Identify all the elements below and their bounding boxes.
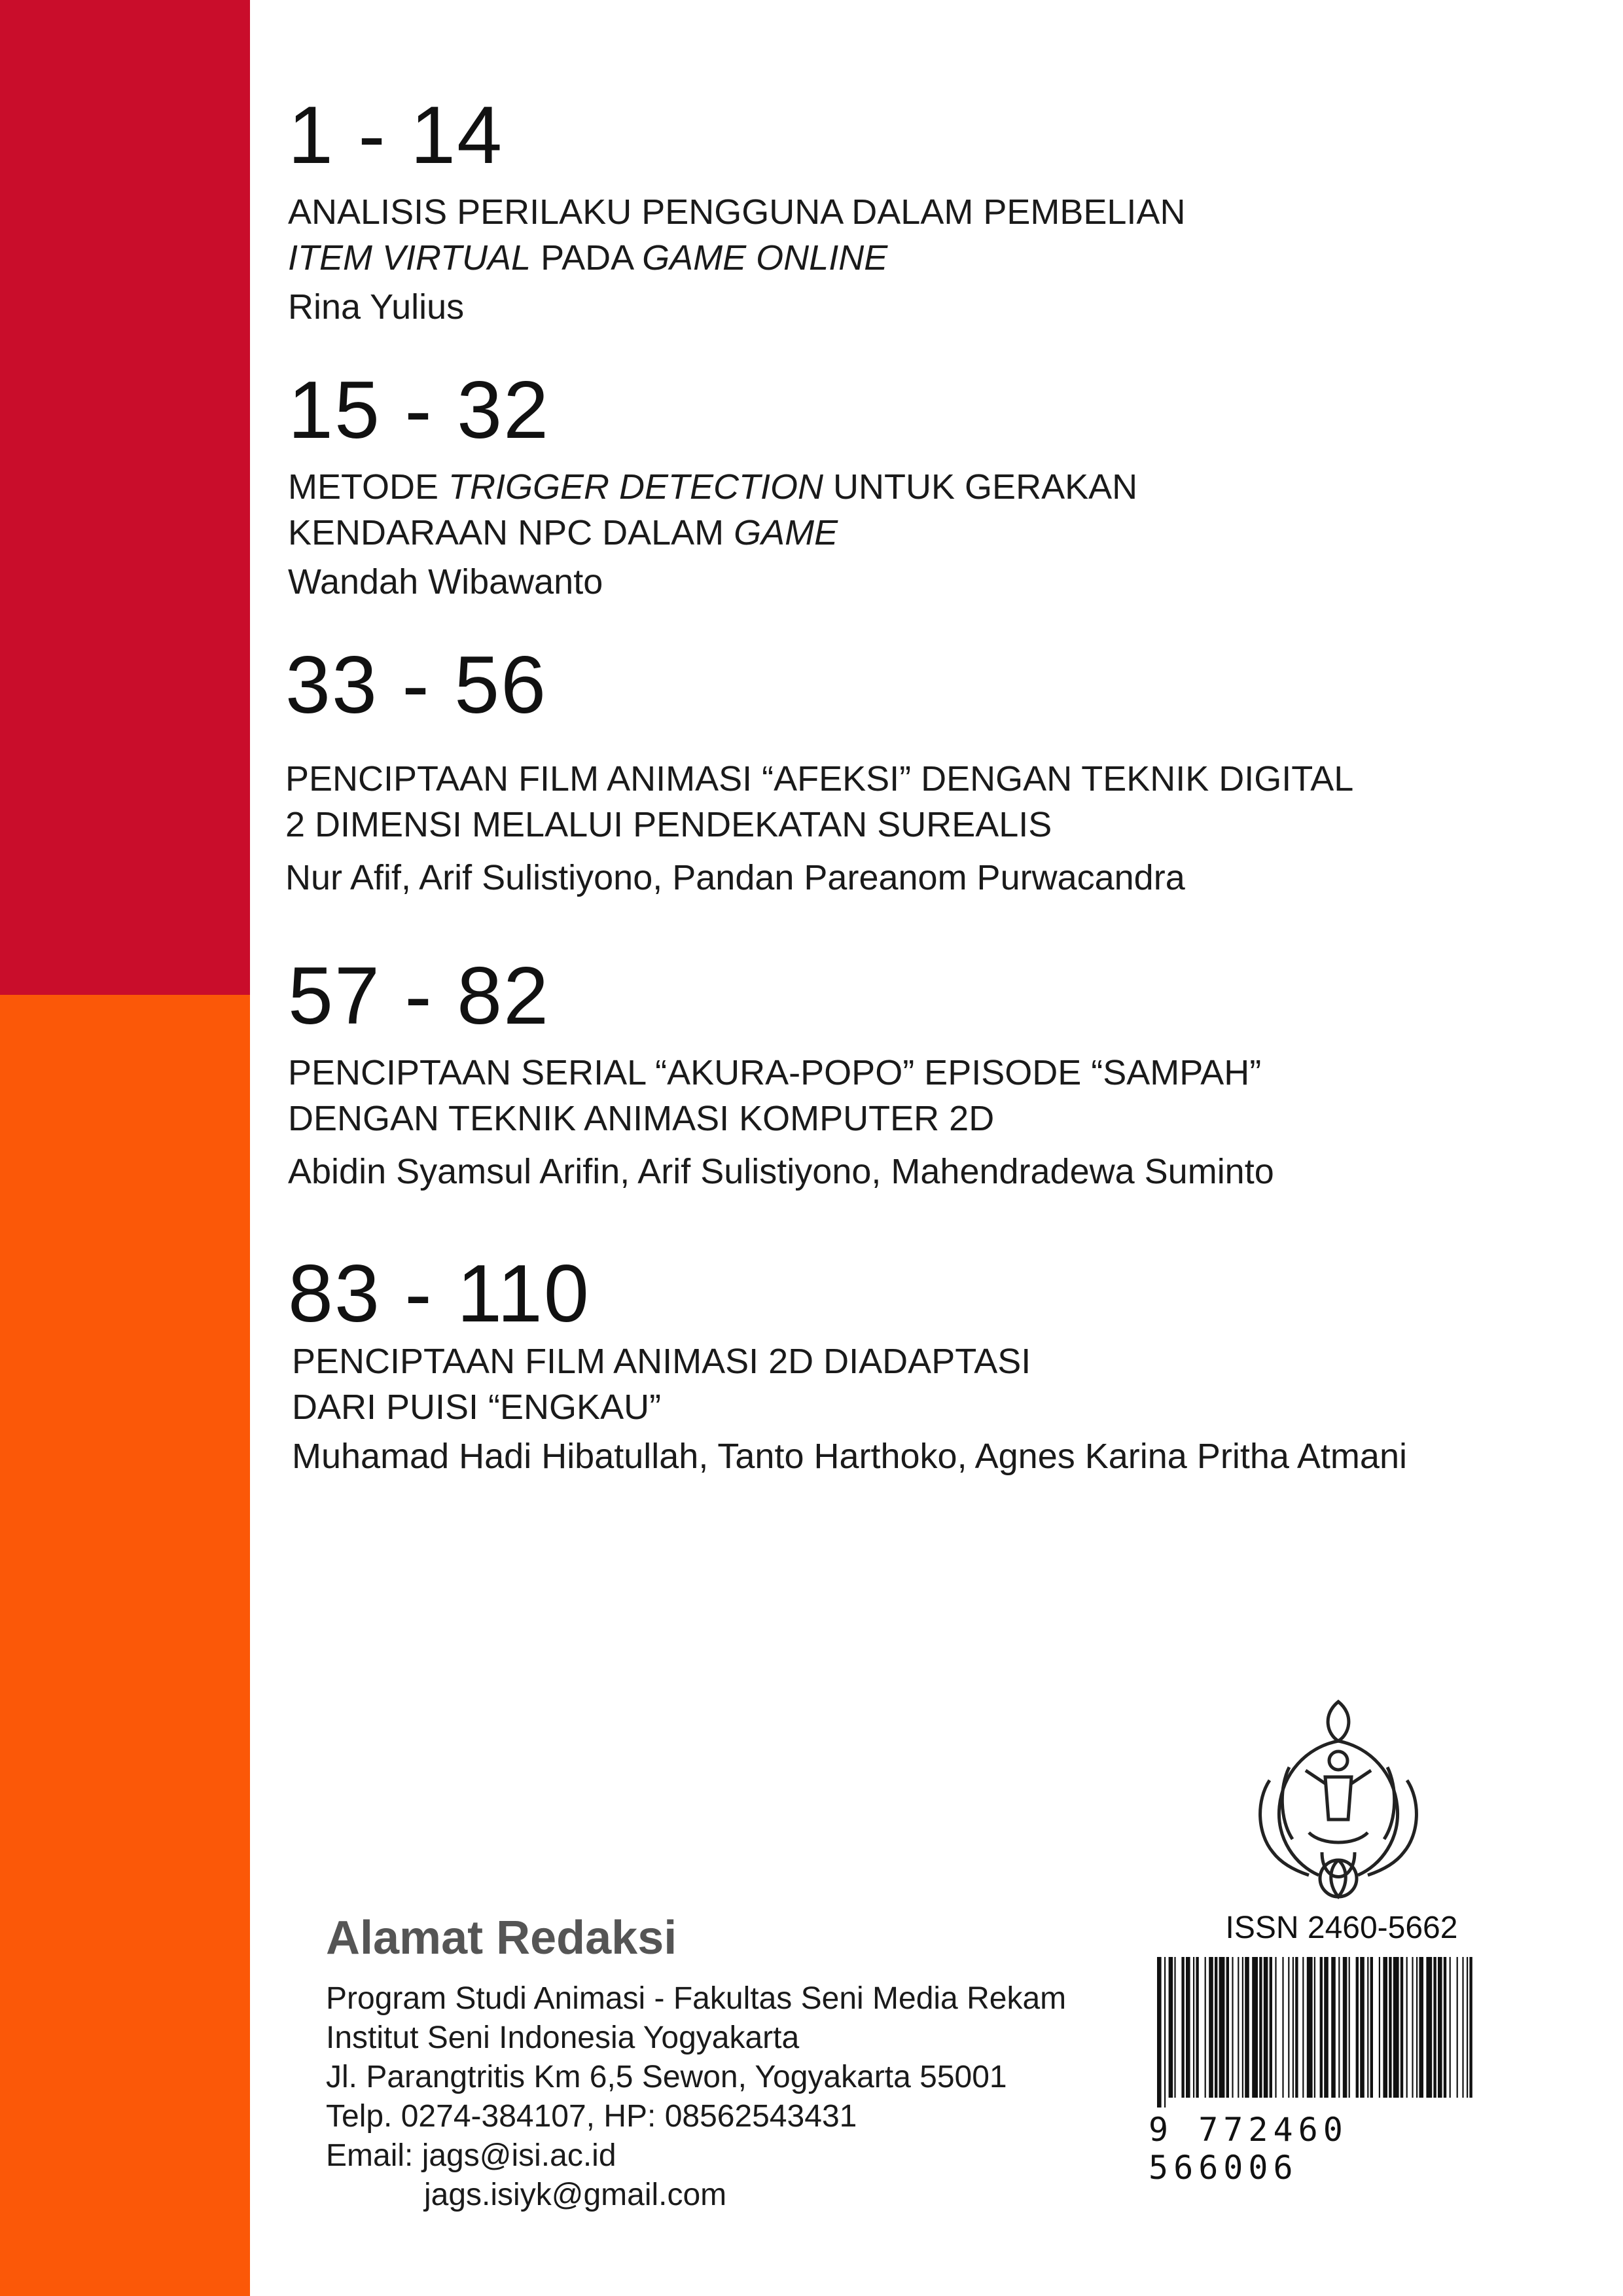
article-pages: 1 - 14 — [288, 90, 504, 181]
article-entry-3 — [285, 640, 1561, 901]
barcode-bar — [1393, 1957, 1399, 2098]
barcode-bar — [1293, 1957, 1294, 2098]
barcode-bar — [1186, 1957, 1190, 2098]
barcode-bar — [1367, 1957, 1368, 2098]
title-segment: TRIGGER DETECTION — [448, 467, 824, 507]
barcode-bar — [1324, 1957, 1329, 2098]
article-title — [285, 756, 1561, 848]
barcode-bar — [1343, 1957, 1347, 2098]
barcode-bar — [1314, 1957, 1315, 2098]
title-segment: 2 DIMENSI MELALUI PENDEKATAN SUREALIS — [285, 805, 1052, 844]
title-line — [288, 189, 1564, 235]
barcode-bar — [1288, 1957, 1289, 2098]
barcode-bar — [1379, 1957, 1380, 2098]
barcode-bar — [1264, 1957, 1268, 2098]
barcode-bar — [1196, 1957, 1198, 2098]
barcode-bar — [1457, 1957, 1458, 2098]
article-authors: Wandah Wibawanto — [288, 562, 603, 601]
barcode-bar — [1295, 1957, 1298, 2098]
barcode-bar — [1360, 1957, 1364, 2098]
title-segment: DENGAN TEKNIK ANIMASI KOMPUTER 2D — [288, 1099, 995, 1138]
title-line — [288, 510, 1564, 556]
barcode-bar — [1320, 1957, 1323, 2098]
barcode-bar — [1164, 1957, 1166, 2108]
barcode-bar — [1426, 1957, 1432, 2098]
title-segment: ITEM VIRTUAL — [288, 238, 531, 278]
barcode-bar — [1412, 1957, 1413, 2098]
left-band-red — [0, 0, 250, 995]
barcode-bar — [1270, 1957, 1272, 2098]
title-segment: METODE — [288, 467, 449, 507]
article-authors: Abidin Syamsul Arifin, Arif Sulistiyono, Mahendradewa Suminto — [288, 1152, 1274, 1191]
issn-label: ISSN 2460-5662 — [1225, 1910, 1458, 1945]
title-line — [288, 464, 1564, 510]
barcode-bar — [1349, 1957, 1350, 2098]
barcode-bar — [1383, 1957, 1387, 2098]
title-line — [288, 1096, 1564, 1141]
barcode-bar — [1438, 1957, 1442, 2098]
barcode-bar — [1331, 1957, 1336, 2098]
title-segment: KENDARAAN NPC DALAM — [288, 513, 734, 552]
isi-yogyakarta-emblem-icon — [1243, 1689, 1433, 1905]
barcode — [1152, 1957, 1479, 2108]
title-segment: PADA — [531, 238, 643, 278]
barcode-bar — [1252, 1957, 1258, 2098]
barcode-bar — [1433, 1957, 1436, 2098]
article-entry-1 — [288, 90, 1564, 331]
article-authors: Rina Yulius — [288, 287, 465, 327]
barcode-bar — [1302, 1957, 1304, 2098]
barcode-bar — [1169, 1957, 1173, 2098]
title-segment: PENCIPTAAN SERIAL “AKURA-POPO” EPISODE “SAMPAH” — [288, 1053, 1262, 1092]
barcode-bar — [1193, 1957, 1194, 2098]
article-pages: 33 - 56 — [285, 640, 548, 730]
barcode-bar — [1400, 1957, 1403, 2098]
article-entry-5 — [288, 1249, 1564, 1480]
redaksi-heading: Alamat Redaksi — [326, 1912, 677, 1964]
title-segment: GAME — [734, 513, 838, 552]
barcode-bar — [1450, 1957, 1451, 2098]
article-pages: 57 - 82 — [288, 951, 550, 1041]
barcode-bar — [1174, 1957, 1175, 2098]
barcode-bar — [1209, 1957, 1213, 2098]
barcode-bar — [1338, 1957, 1340, 2098]
barcode-bar — [1275, 1957, 1276, 2098]
redaksi-line: Program Studi Animasi - Fakultas Seni Media Rekam — [326, 1981, 1067, 2016]
title-line — [285, 802, 1561, 848]
barcode-bar — [1416, 1957, 1418, 2098]
barcode-bar — [1419, 1957, 1423, 2098]
redaksi-line: Jl. Parangtritis Km 6,5 Sewon, Yogyakarta 55001 — [326, 2060, 1007, 2094]
barcode-bar — [1242, 1957, 1243, 2098]
title-line — [285, 756, 1561, 802]
article-authors: Muhamad Hadi Hibatullah, Tanto Harthoko, Agnes Karina Pritha Atmani — [292, 1437, 1407, 1476]
barcode-bar — [1226, 1957, 1229, 2098]
barcode-bar — [1259, 1957, 1262, 2098]
article-authors: Nur Afif, Arif Sulistiyono, Pandan Pareanom Purwacandra — [285, 858, 1185, 897]
barcode-bar — [1282, 1957, 1283, 2098]
barcode-bar — [1406, 1957, 1408, 2098]
barcode-bar — [1469, 1957, 1472, 2098]
barcode-bar — [1356, 1957, 1359, 2098]
article-pages: 83 - 110 — [288, 1249, 590, 1339]
article-title — [288, 189, 1564, 281]
barcode-bar — [1215, 1957, 1217, 2098]
barcode-bar — [1232, 1957, 1233, 2098]
alamat-redaksi — [326, 1911, 1144, 2215]
barcode-bar — [1245, 1957, 1249, 2098]
article-entry-2 — [288, 365, 1564, 605]
article-title — [288, 1338, 1564, 1430]
barcode-bar — [1238, 1957, 1239, 2098]
redaksi-email: Email: jags@isi.ac.id — [326, 2138, 616, 2173]
title-segment: GAME ONLINE — [642, 238, 888, 278]
left-band-orange — [0, 995, 250, 2296]
barcode-bar — [1389, 1957, 1391, 2098]
barcode-digits: 9 772460 566006 — [1149, 2111, 1348, 2187]
barcode-bar — [1462, 1957, 1463, 2098]
title-line — [292, 1384, 1564, 1430]
title-segment: PENCIPTAAN FILM ANIMASI 2D DIADAPTASI — [292, 1342, 1031, 1381]
barcode-bar — [1467, 1957, 1468, 2098]
title-line — [292, 1338, 1564, 1384]
barcode-bar — [1157, 1957, 1162, 2108]
barcode-bar — [1181, 1957, 1184, 2098]
barcode-bar — [1205, 1957, 1206, 2098]
title-segment: ANALISIS PERILAKU PENGGUNA DALAM PEMBELIAN — [288, 192, 1186, 232]
title-segment: DARI PUISI “ENGKAU” — [292, 1388, 662, 1427]
article-pages: 15 - 32 — [288, 365, 550, 456]
title-segment: UNTUK GERAKAN — [823, 467, 1138, 507]
barcode-bar — [1219, 1957, 1225, 2098]
barcode-bar — [1370, 1957, 1373, 2098]
title-line — [288, 1050, 1564, 1096]
article-entry-4 — [288, 951, 1564, 1195]
barcode-bar — [1444, 1957, 1446, 2098]
barcode-bar — [1307, 1957, 1313, 2098]
article-title — [288, 464, 1564, 556]
redaksi-line: Institut Seni Indonesia Yogyakarta — [326, 2020, 800, 2055]
title-segment: PENCIPTAAN FILM ANIMASI “AFEKSI” DENGAN TEKNIK DIGITAL — [285, 759, 1354, 798]
article-title — [288, 1050, 1564, 1141]
title-line — [288, 235, 1564, 281]
redaksi-email-2: jags.isiyk@gmail.com — [424, 2178, 727, 2212]
redaksi-line: Telp. 0274-384107, HP: 08562543431 — [326, 2099, 857, 2134]
